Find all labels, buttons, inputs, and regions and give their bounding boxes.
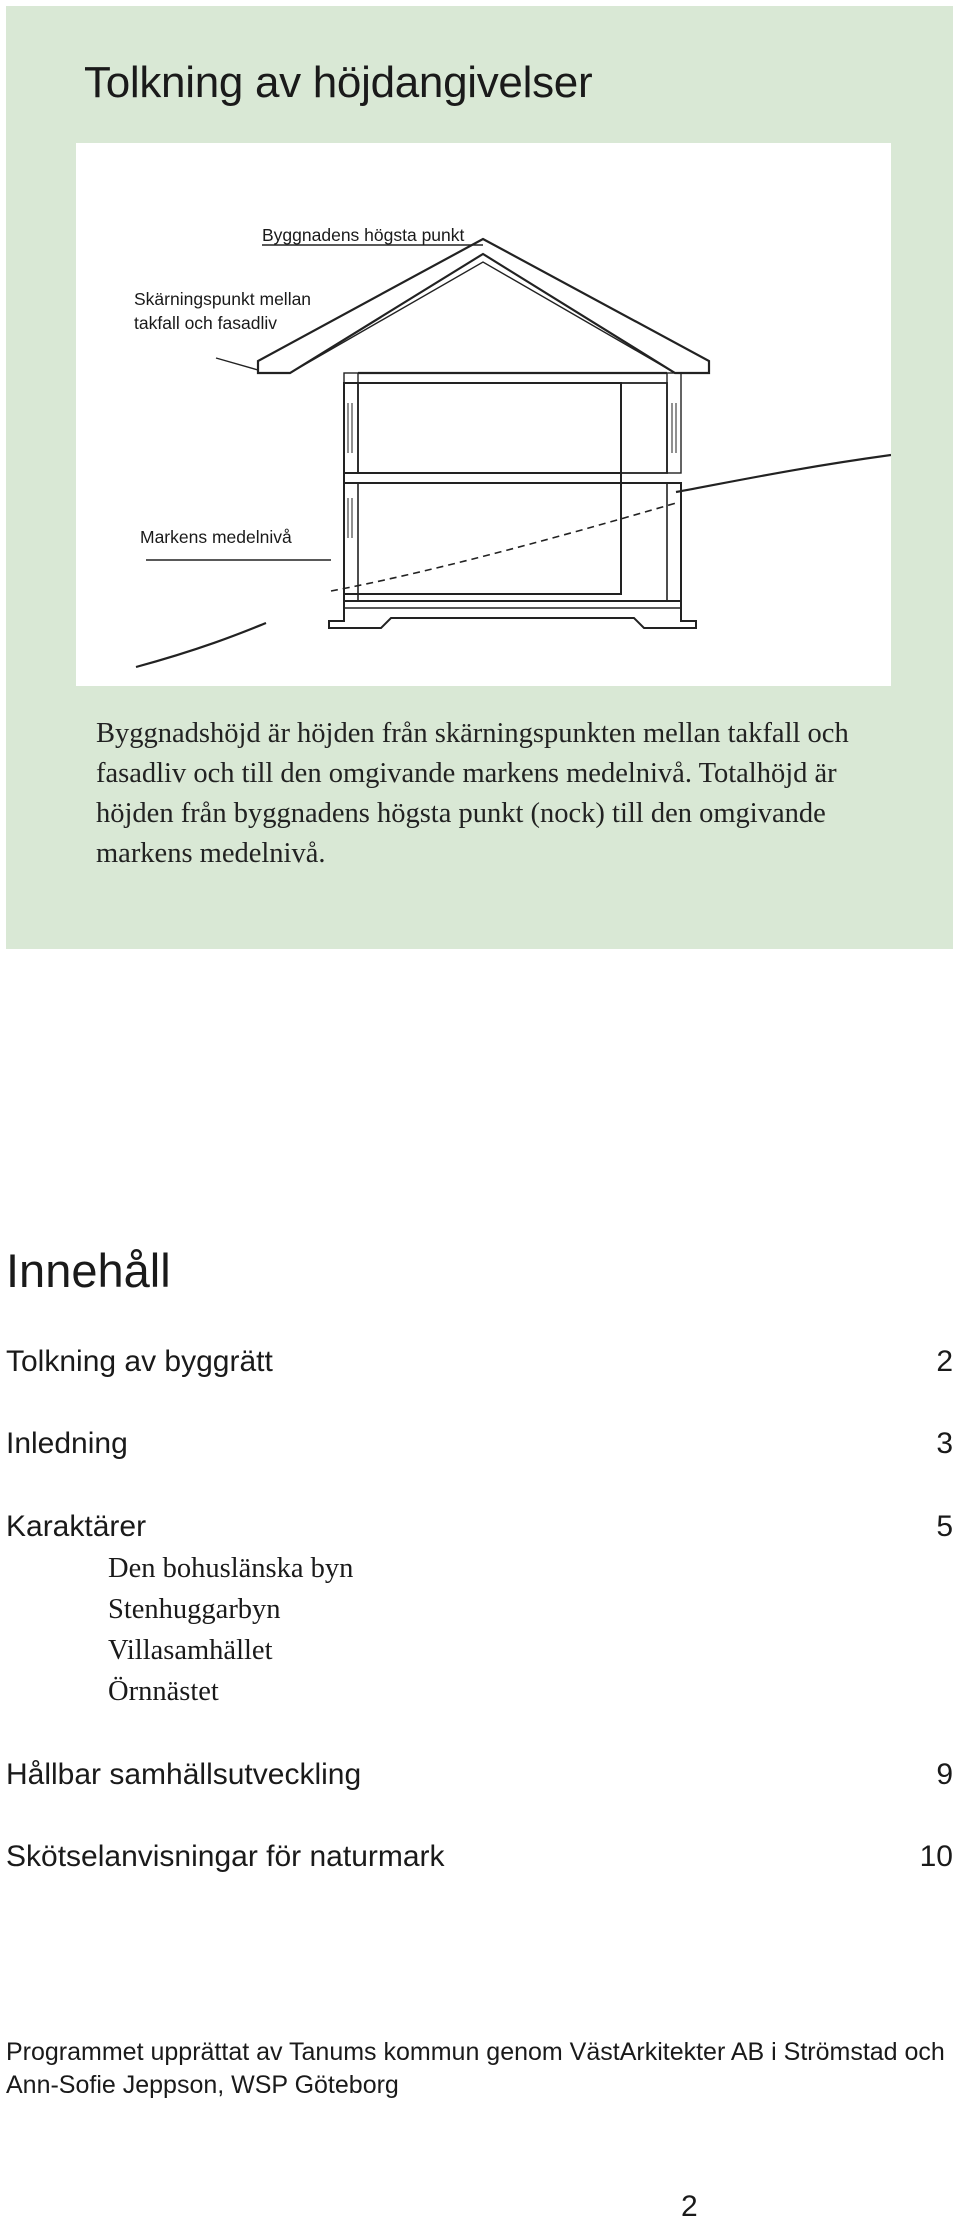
toc-entry-label: Tolkning av byggrätt [6,1345,273,1378]
label-highest-point: Byggnadens högsta punkt [262,225,465,245]
toc-entry-page: 9 [936,1758,953,1791]
toc-entry[interactable] [6,1345,953,1385]
toc-entry-label: Karaktärer [6,1510,147,1543]
toc-entry[interactable] [6,1840,953,1880]
toc-entry-label: Inledning [6,1427,128,1460]
page-number: 2 [681,2190,698,2223]
info-panel [6,6,953,949]
toc-subentry[interactable]: Stenhuggarbyn [108,1594,281,1625]
toc-entry-page: 3 [936,1427,953,1460]
toc-subentry[interactable]: Villasamhället [108,1635,273,1666]
toc-entry[interactable] [6,1510,953,1550]
toc-entry[interactable] [6,1758,953,1798]
toc-entry-label: Skötselanvisningar för naturmark [6,1840,445,1873]
toc-subentry[interactable]: Den bohuslänska byn [108,1553,354,1584]
toc-entry[interactable] [6,1427,953,1467]
label-eave-line1: Skärningspunkt mellan [134,289,312,309]
toc-heading: Innehåll [6,1244,171,1297]
diagram-caption: Byggnadshöjd är höjden från skärningspunkten mellan takfall och fasadliv och till den omgivande markens medelnivå. Totalhöjd är höjden från byggnadens högsta punkt (nock) till den omgivande markens medelnivå. [96,718,849,869]
house-section-drawing [76,143,891,686]
toc-entry-label: Hållbar samhällsutveckling [6,1758,362,1791]
label-eave-line2: takfall och fasadliv [134,313,277,333]
toc-subentry[interactable]: Örnnästet [108,1676,219,1707]
credits-footer: Programmet upprättat av Tanums kommun genom VästArkitekter AB i Strömstad och Ann-Sofie Jeppson, WSP Göteborg [6,2038,945,2099]
toc-entry-page: 5 [936,1510,953,1543]
toc-entry-page: 10 [919,1840,953,1873]
height-diagram [76,143,891,686]
panel-title: Tolkning av höjdangivelser [84,58,593,107]
toc-entry-page: 2 [936,1345,953,1378]
label-ground-level: Markens medelnivå [140,527,292,547]
